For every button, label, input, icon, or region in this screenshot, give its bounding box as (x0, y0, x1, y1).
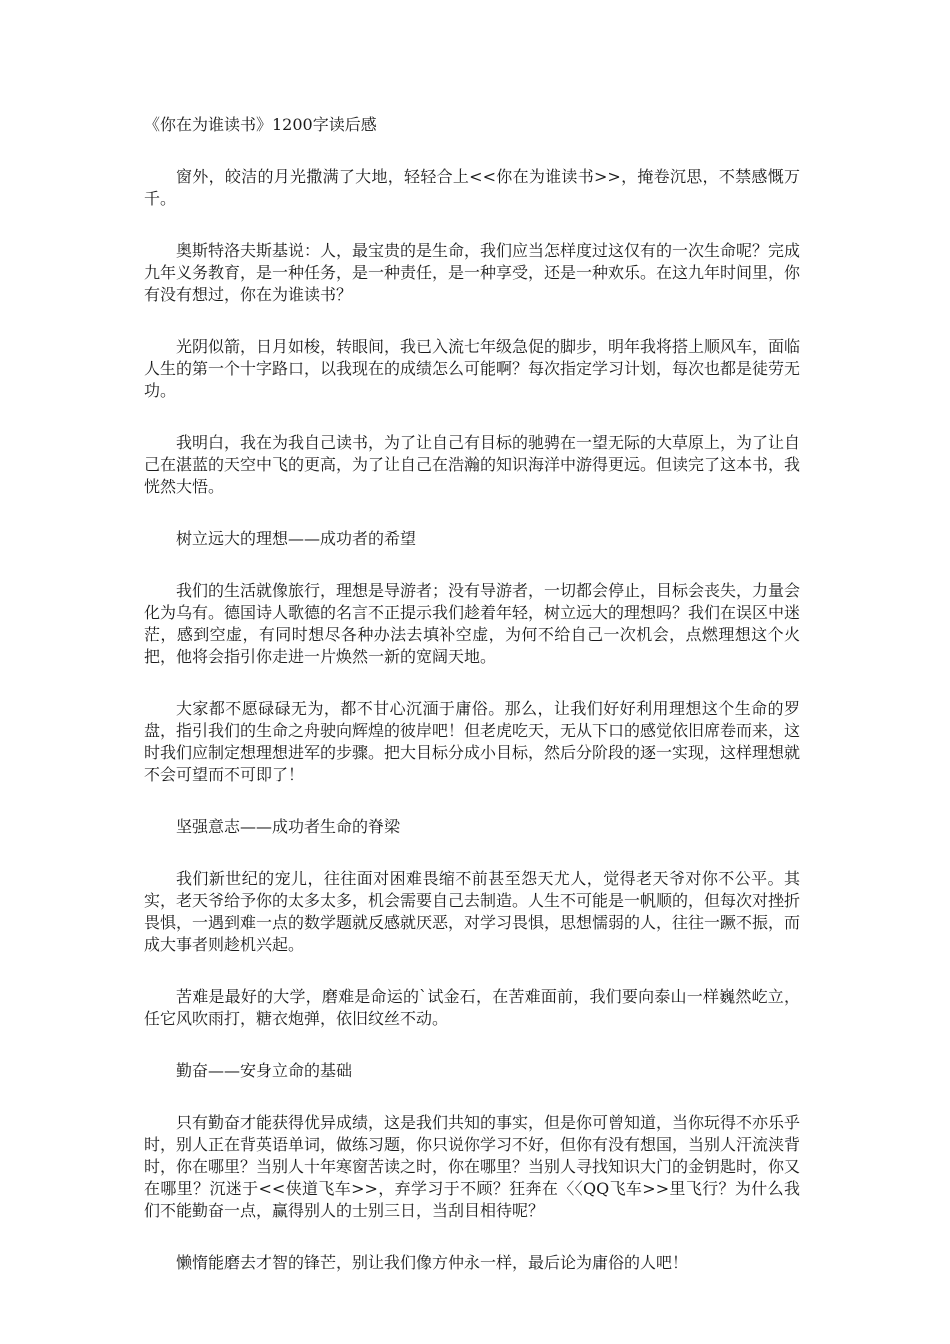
paragraph-3: 光阴似箭，日月如梭，转眼间，我已入流七年级急促的脚步，明年我将搭上顺风车，面临人生的第一个十字路口，以我现在的成绩怎么可能啊？每次指定学习计划，每次也都是徒劳无功。 (144, 337, 801, 400)
document-body (144, 114, 800, 1304)
document-title: 《你在为谁读书》1200字读后感 (144, 115, 377, 134)
paragraph-6: 大家都不愿碌碌无为，都不甘心沉湎于庸俗。那么，让我们好好利用理想这个生命的罗盘，指引我们的生命之舟驶向辉煌的彼岸吧！但老虎吃天，无从下口的感觉依旧席卷而来，这时我们应制定想理想进军的步骤。把大目标分成小目标，然后分阶段的逐一实现，这样理想就不会可望而不可即了！ (144, 699, 801, 784)
paragraph-7: 我们新世纪的宠儿，往往面对困难畏缩不前甚至怨天尤人，觉得老天爷对你不公平。其实，老天爷给予你的太多太多，机会需要自己去制造。人生不可能是一帆顺的，但每次对挫折畏惧，一遇到难一点的数学题就反感就厌恶，对学习畏惧，思想懦弱的人，往往一蹶不振，而成大事者则趁机兴起。 (144, 869, 801, 954)
paragraph-10: 懒惰能磨去才智的锋芒，别让我们像方仲永一样，最后论为庸俗的人吧！ (176, 1253, 689, 1272)
section-heading-diligence: 勤奋——安身立命的基础 (176, 1061, 353, 1080)
paragraph-5: 我们的生活就像旅行，理想是导游者；没有导游者，一切都会停止，目标会丧失，力量会化为乌有。德国诗人歌德的名言不正提示我们趁着年轻，树立远大的理想吗？我们在误区中迷茫，感到空虚，有同时想尽各种办法去填补空虚，为何不给自己一次机会，点燃理想这个火把，他将会指引你走进一片焕然一新的宽阔天地。 (144, 581, 801, 666)
paragraph-4: 我明白，我在为我自己读书，为了让自己有目标的驰骋在一望无际的大草原上，为了让自己在湛蓝的天空中飞的更高，为了让自己在浩瀚的知识海洋中游得更远。但读完了这本书，我恍然大悟。 (144, 433, 801, 496)
paragraph-2: 奥斯特洛夫斯基说：人，最宝贵的是生命，我们应当怎样度过这仅有的一次生命呢？完成九年义务教育，是一种任务，是一种责任，是一种享受，还是一种欢乐。在这九年时间里，你有没有想过，你在为谁读书？ (144, 241, 801, 304)
paragraph-8: 苦难是最好的大学，磨难是命运的`试金石，在苦难面前，我们要向泰山一样巍然屹立，任它风吹雨打，糖衣炮弹，依旧纹丝不动。 (144, 987, 800, 1028)
section-heading-ideal: 树立远大的理想——成功者的希望 (176, 529, 417, 548)
paragraph-9: 只有勤奋才能获得优异成绩，这是我们共知的事实，但是你可曾知道，当你玩得不亦乐乎时，别人正在背英语单词，做练习题，你只说你学习不好，但你有没有想国，当别人汗流浃背时，你在哪里？当别人十年寒窗苦读之时，你在哪里？当别人寻找知识大门的金钥匙时，你又在哪里？沉迷于<<侠道飞车>>，弃学习于不顾？狂奔在〈〈QQ飞车>>里飞行？为什么我们不能勤奋一点，赢得别人的士别三日，当刮目相待呢？ (144, 1113, 801, 1220)
paragraph-1: 窗外，皎洁的月光撒满了大地，轻轻合上<<你在为谁读书>>，掩卷沉思，不禁感慨万千。 (144, 167, 800, 208)
section-heading-will: 坚强意志——成功者生命的脊梁 (176, 817, 401, 836)
